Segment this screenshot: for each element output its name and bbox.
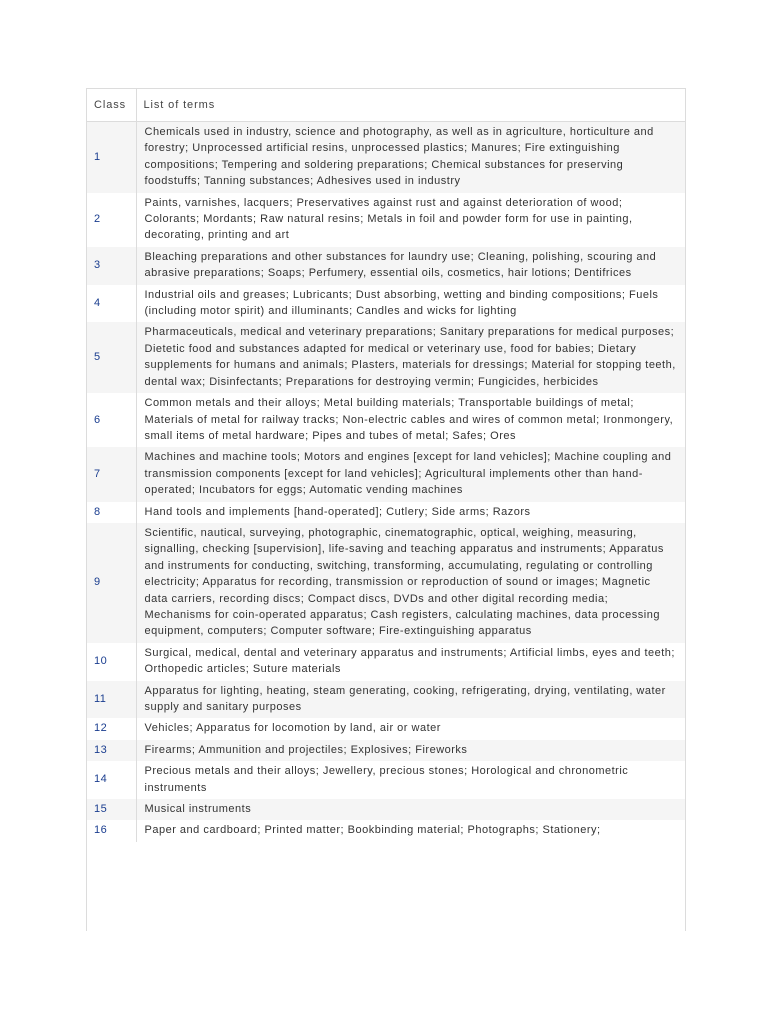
class-number-link[interactable]: 5: [87, 322, 136, 393]
column-header-terms: List of terms: [136, 89, 685, 122]
class-terms-cell: Chemicals used in industry, science and photography, as well as in agriculture, horticulture and forestry; Unprocessed artificial resins, unprocessed plastics; Manures; Fire extinguishing compositions; Tempering and soldering preparations; Chemical substances for preserving foodstuffs; Tanning substances; Adhesives used in industry: [136, 122, 685, 193]
class-number-link[interactable]: 1: [87, 122, 136, 193]
class-terms-cell: Pharmaceuticals, medical and veterinary preparations; Sanitary preparations for medical purposes; Dietetic food and substances adapted for medical or veterinary use, food for babies; Dietary supplements for humans and animals; Plasters, materials for dressings; Material for stopping teeth, dental wax; Disinfectants; Preparations for destroying vermin; Fungicides, herbicides: [136, 322, 685, 393]
class-terms-cell: Common metals and their alloys; Metal building materials; Transportable buildings of metal; Materials of metal for railway tracks; Non-electric cables and wires of common metal; Ironmongery, small items of metal hardware; Pipes and tubes of metal; Safes; Ores: [136, 393, 685, 447]
table-row: [87, 285, 685, 323]
class-terms-cell: Machines and machine tools; Motors and engines [except for land vehicles]; Machine coupling and transmission components [except for land vehicles]; Agricultural implements other than hand-operated; Incubators for eggs; Automatic vending machines: [136, 447, 685, 501]
classification-table-container: [86, 88, 686, 931]
class-terms-cell: Precious metals and their alloys; Jewellery, precious stones; Horological and chronometric instruments: [136, 761, 685, 799]
class-terms-cell: Paper and cardboard; Printed matter; Bookbinding material; Photographs; Stationery;: [136, 820, 685, 841]
class-number-link[interactable]: 16: [87, 820, 136, 841]
class-number-link[interactable]: 6: [87, 393, 136, 447]
table-header-row: [87, 89, 685, 122]
class-terms-cell: Vehicles; Apparatus for locomotion by land, air or water: [136, 718, 685, 739]
class-terms-cell: Firearms; Ammunition and projectiles; Explosives; Fireworks: [136, 740, 685, 761]
table-row: [87, 681, 685, 719]
class-number-link[interactable]: 13: [87, 740, 136, 761]
table-row: [87, 247, 685, 285]
class-number-link[interactable]: 4: [87, 285, 136, 323]
class-number-link[interactable]: 3: [87, 247, 136, 285]
class-number-link[interactable]: 8: [87, 502, 136, 523]
table-row: [87, 523, 685, 643]
class-number-link[interactable]: 2: [87, 193, 136, 247]
class-number-link[interactable]: 15: [87, 799, 136, 820]
class-terms-cell: Industrial oils and greases; Lubricants; Dust absorbing, wetting and binding compositions; Fuels (including motor spirit) and illuminants; Candles and wicks for lighting: [136, 285, 685, 323]
table-row: [87, 322, 685, 393]
table-row: [87, 799, 685, 820]
table-row: [87, 193, 685, 247]
class-terms-cell: Surgical, medical, dental and veterinary apparatus and instruments; Artificial limbs, eyes and teeth; Orthopedic articles; Suture materials: [136, 643, 685, 681]
class-terms-cell: Musical instruments: [136, 799, 685, 820]
table-row: [87, 718, 685, 739]
class-terms-cell: Bleaching preparations and other substances for laundry use; Cleaning, polishing, scouring and abrasive preparations; Soaps; Perfumery, essential oils, cosmetics, hair lotions; Dentifrices: [136, 247, 685, 285]
class-number-link[interactable]: 7: [87, 447, 136, 501]
class-terms-cell: Apparatus for lighting, heating, steam generating, cooking, refrigerating, drying, ventilating, water supply and sanitary purposes: [136, 681, 685, 719]
table-row: [87, 820, 685, 841]
table-body: [87, 122, 685, 842]
table-row: [87, 502, 685, 523]
table-row: [87, 393, 685, 447]
class-number-link[interactable]: 10: [87, 643, 136, 681]
class-number-link[interactable]: 11: [87, 681, 136, 719]
table-row: [87, 122, 685, 193]
table-row: [87, 761, 685, 799]
classification-table: [87, 89, 685, 842]
class-terms-cell: Paints, varnishes, lacquers; Preservatives against rust and against deterioration of wood; Colorants; Mordants; Raw natural resins; Metals in foil and powder form for use in painting, decorating, printing and art: [136, 193, 685, 247]
class-terms-cell: Hand tools and implements [hand-operated]; Cutlery; Side arms; Razors: [136, 502, 685, 523]
class-number-link[interactable]: 12: [87, 718, 136, 739]
class-number-link[interactable]: 14: [87, 761, 136, 799]
class-number-link[interactable]: 9: [87, 523, 136, 643]
table-row: [87, 447, 685, 501]
table-row: [87, 643, 685, 681]
class-terms-cell: Scientific, nautical, surveying, photographic, cinematographic, optical, weighing, measuring, signalling, checking [supervision], life-saving and teaching apparatus and instruments; Apparatus and instruments for conducting, switching, transforming, accumulating, regulating or controlling electricity; Apparatus for recording, transmission or reproduction of sound or images; Magnetic data carriers, recording discs; Compact discs, DVDs and other digital recording media; Mechanisms for coin-operated apparatus; Cash registers, calculating machines, data processing equipment, computers; Computer software; Fire-extinguishing apparatus: [136, 523, 685, 643]
column-header-class: Class: [87, 89, 136, 122]
table-row: [87, 740, 685, 761]
